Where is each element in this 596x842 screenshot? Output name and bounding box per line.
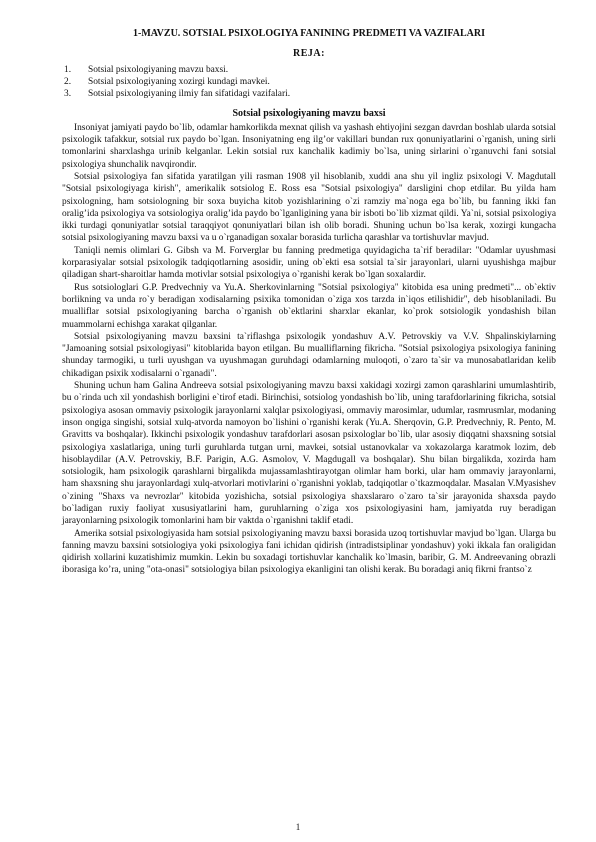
body-paragraph: Rus sotsiologlari G.P. Predvechniy va Yu.A. Sherkovinlarning "Sotsial psixologiya" kitobida esa uning predmeti"... ob`ektiv borlikning va unda ro`y beradigan xodisalarning psixika tomonidan o`ziga xos tarzda in`iqos etilishidir", deb hisoblaniladi. Bu mualliflar sotsial psixologiyaning barcha o`rganish ob`ektlarini sharxlar ekanlar, ko`prok sotsiologik yondashish bilan muammolarni echishga xarakat qilganlar.: [62, 282, 556, 330]
body-paragraph: Shuning uchun ham Galina Andreeva sotsial psixologiyaning mavzu baxsi xakidagi xozirgi zamon qarashlarini umumlashtirib, bu o`rinda uch xil yondashish borligini e`tirof etadi. Birinchisi, sotsiolog yondashish bo`lib, uning tarafdorlarining fikricha, sotsial psixologiya asosan ommaviy psixologik jarayonlarni xalqlar psixologiyasi, ommaviy marosimlar, udumlar, rasmrusmlar, modaning inson ongiga singishi, sotsial xulq-atvorda namoyon bo`lishini o`rganishi kerak (Yu.A. Sherqovin, G.P. Predvechniy, R. Pento, M. Gravitts va boshqalar). Ikkinchi psixologik yondashuv tarafdorlari asosan psixologlar bo`lib, ular asosiy diqqatni shaxsning sotsial psixologiya xaslatlariga, uning turli guruhlarda tutgan urni, mavkei, sotsial ustanovkalar va xokazolarga karatmok lozim, deb hisoblaydilar (A.V. Petrovskiy, B.F. Parigin, A.G. Asmolov, V. Magdugall va boshqalar). Shu bilan birgalikda, xozirda ham sotsiologik, ham psixologik qarashlarni birgalikda mujassamlashtirayotgan olimlar ham borki, ular ham ommaviy jarayonlarni, ham shaxsning shu jarayonlardagi xulq-atvorlari motivlarini o`rganishni yoklab, tadqiqotlar o`tkazmoqdalar. Masalan V.Myasishev o`zining "Shaxs va nevrozlar" kitobida yozishicha, sotsial psixologiya shaxslararo o`zaro ta`sir jarayonida shaxsda paydo bo`ladigan ruxiy faoliyat xususiyatlarini ham, guruhlarning o`ziga xos psixologiyasini ham, jamiyatda ruy beradigan jarayonlarning psixologik tomonlarini ham bir vaktda o`rganishni taklif etadi.: [62, 381, 556, 527]
document-page: [62, 28, 556, 577]
document-title: 1-MAVZU. SOTSIAL PSIXOLOGIYA FANINING PREDMETI VA VAZIFALARI: [132, 28, 486, 39]
body-paragraph: Sotsial psixologiya fan sifatida yaratilgan yili rasman 1908 yil hisoblanib, xuddi ana shu yil ingliz psixologi V. Magdutall "Sotsial psixologiyaga kirish", amerikalik sotsiolog E. Ross esa "Sotsial psixologiya" darsligini chop etdilar. Bu yilda ham psixologning, ham sotsiologning bir soxa buyicha kitob yozishlarining o`zi ramziy ma`noga ega bo`lib, bu fanning ikki fan oralig’ida psixologiya va sotsiologiya oralig’ida paydo bo`lganligining yana bir isboti bo`lib xizmat qildi. Ya`ni, sotsial psixologiya ikki turdagi qonuniyatlar sotsial taraqqiyot qonuniyatlari bilan ish olib boradi. Shuning uchun bo`lsa kerak, xozirgi kungacha sotsial psixologiyaning mavzu baxsi va u o`rganadigan soxalar borasida turlicha qarashlar va tortishuvlar mavjud.: [62, 171, 556, 244]
plan-item-number: 3.: [64, 89, 72, 100]
plan-item: [62, 64, 556, 76]
section-heading: Sotsial psixologiyaning mavzu baxsi: [232, 108, 386, 120]
body-paragraph: Sotsial psixologiyaning mavzu baxsini ta`riflashga psixologik yondashuv A.V. Petrovskiy va V.V. Shpalinskiylarning "Jamoaning sotsial psixologiyasi" kitoblarida bayon etilgan. Bu mualliflarning fikricha. "Sotsial psixologiya psixologiya fanining shunday tarmogiki, u turli uyushgan va uyushmagan guruhdagi odamlarning muloqoti, o`zaro ta`sir va munosabatlaridan kelib chikadigan psixik xodisalarni o`rganadi".: [62, 331, 556, 379]
plan-item: [62, 76, 556, 88]
plan-item-text: Sotsial psixologiyaning mavzu baxsi.: [88, 64, 229, 75]
plan-item: [62, 88, 556, 100]
page-number: 1: [295, 822, 301, 832]
plan-heading: REJA:: [293, 48, 325, 60]
plan-item-number: 1.: [64, 64, 72, 75]
plan-item-text: Sotsial psixologiyaning xozirgi kundagi mavkei.: [88, 76, 270, 87]
body-paragraph: Insoniyat jamiyati paydo bo`lib, odamlar hamkorlikda mexnat qilish va yashash ehtiyojini sezgan davrdan boshlab ularda sotsial psixologik tafakkur, sotsial rux paydo bo`lgan. Insoniyatning eng ilg’or vakillari bundan rux qonuniyatlarini o`rganish, uning sirli tomonlarini sharxlashga urinib kelganlar. Lekin sotsial rux kanchalik kadimiy bo`lsa, uning sirlarini o`rganuvchi fani sotsial psixologiya shunchalik navqirondir.: [62, 122, 556, 170]
plan-list: [62, 64, 556, 101]
body-paragraph: Amerika sotsial psixologiyasida ham sotsial psixologiyaning mavzu baxsi borasida uzoq tortishuvlar mavjud bo`lgan. Ularga bu fanning mavzu baxsini sotsiologiya yoki psixologiya fani ichidan qidirish (intradistsiplinar yondashuv) yoki ikkala fan oraligidan qidirish xollarini kuzatishimiz mumkin. Lekin bu soxadagi tortishuvlar kanchalik ko`lmasin, baribir, G. M. Andreevaning obrazli iborasiga ko’ra, uning "ota-onasi" sotsiologiya bilan psixologiya ekanligini tan olishi kerak. Bu boradagi aniq fikrni frantso`z: [62, 528, 556, 576]
plan-item-number: 2.: [64, 76, 72, 87]
body-paragraph: Taniqli nemis olimlari G. Gibsh va M. Forverglar bu fanning predmetiga quyidagicha ta`rif beradilar: "Odamlar uyushmasi korparasiyalar sotsial psixologik tadqiqotlarning asosidir, uning ob`ekti esa sotsial ta`sir jarayonlari, ularni uyushishga majbur qiladigan shart-sharoitlar hamda motivlar sotsial psixologiya o`rganishi kerak bo`lgan soxalardir.: [62, 245, 556, 281]
plan-item-text: Sotsial psixologiyaning ilmiy fan sifatidagi vazifalari.: [88, 89, 291, 100]
